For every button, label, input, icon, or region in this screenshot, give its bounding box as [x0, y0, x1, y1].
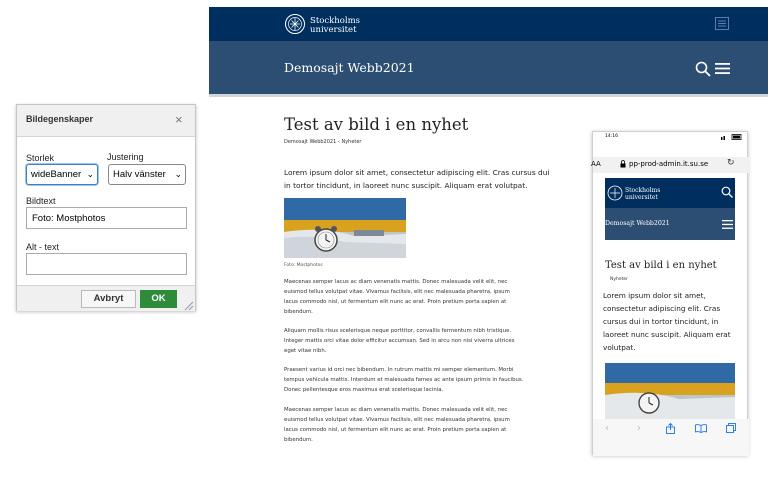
site-topbar	[209, 7, 768, 41]
paragraph-line: lacus commodo nisl, ut fermentum elit nunc ac erat. Proin pretium porta sapien at	[284, 427, 507, 433]
paragraph-line: euismod tellus volutpat vitae. Vivamus facilisis, elit nec malesuada pharetra, ipsum	[284, 289, 510, 295]
breadcrumb-home[interactable]: Demosajt Webb2021	[284, 139, 337, 145]
article-paragraph	[284, 365, 554, 395]
search-icon[interactable]	[695, 61, 711, 77]
ok-button[interactable]: OK	[140, 290, 177, 308]
image-properties-dialog	[16, 104, 196, 311]
university-seal-icon[interactable]	[607, 185, 623, 201]
browser-url-bar[interactable]	[593, 157, 749, 173]
lead-line: Lorem ipsum dolor sit amet, consectetur adipiscing elit. Cras cursus dui	[284, 168, 550, 177]
lead-line: laoreet nunc suscipit. Aliquam erat	[603, 330, 731, 339]
mobile-logo-text[interactable]	[625, 188, 660, 201]
paragraph-line: Donec pellentesque eros maximus erat scelerisque lacinia.	[284, 387, 444, 393]
status-time: 14:16	[605, 134, 618, 139]
share-icon[interactable]	[666, 423, 675, 434]
caption-label: Bildtext	[26, 196, 56, 206]
reload-icon[interactable]: ↻	[727, 158, 735, 168]
logo-line-1: Stockholms	[310, 16, 360, 26]
chevron-down-icon: ⌄	[174, 169, 182, 179]
align-select[interactable]	[108, 164, 186, 185]
menu-grid-icon[interactable]	[715, 17, 729, 30]
paragraph-line: tempus vehicula mattis. Interdum et malesuada fames ac ante ipsum primis in faucibus.	[284, 377, 524, 383]
dialog-header	[17, 105, 195, 137]
dialog-title: Bildegenskaper	[26, 114, 94, 124]
lead-line: Lorem ipsum dolor sit amet,	[603, 291, 706, 300]
lock-icon	[620, 160, 626, 168]
logo-line-2: universitet	[310, 25, 357, 35]
mobile-banner	[605, 208, 735, 240]
article-lead	[284, 166, 554, 192]
bookmarks-icon[interactable]	[695, 424, 707, 433]
mobile-breadcrumb[interactable]: Nyheter	[610, 277, 629, 282]
mobile-article-lead	[603, 289, 743, 354]
mobile-article-image	[605, 363, 735, 419]
align-label: Justering	[107, 152, 144, 162]
lead-line: volutpat.	[603, 343, 636, 352]
article-title: Test av bild i en nyhet	[284, 115, 469, 134]
mobile-site-title[interactable]: Demosajt Webb2021	[605, 220, 670, 227]
paragraph-line: Praesent varius id orci nec bibendum. In rutrum mattis mi semper elementum. Morbi	[284, 367, 514, 373]
alt-text-input[interactable]	[26, 253, 187, 275]
mobile-article-title: Test av bild i en nyhet	[605, 260, 717, 271]
size-select-value: wideBanner	[31, 169, 82, 180]
logo-line-2: universitet	[625, 193, 658, 201]
close-icon[interactable]: ×	[175, 112, 183, 127]
size-label: Storlek	[26, 153, 55, 163]
lead-line: in tortor tincidunt, in laoreet nunc suscipit. Aliquam erat volutpat.	[284, 181, 528, 190]
cancel-button[interactable]: Avbryt	[81, 290, 136, 308]
site-logo-text[interactable]	[310, 17, 360, 35]
breadcrumb-current: Nyheter	[341, 139, 362, 145]
breadcrumb-separator: ‹	[337, 139, 340, 145]
url-text: pp-prod-admin.it.su.se	[629, 160, 709, 168]
search-icon[interactable]	[721, 186, 733, 198]
chevron-down-icon: ⌄	[86, 169, 94, 179]
site-title[interactable]: Demosajt Webb2021	[284, 60, 415, 75]
lead-line: consectetur adipiscing elit. Cras	[603, 304, 721, 313]
back-icon[interactable]: ‹	[605, 423, 609, 434]
paragraph-line: Maecenas semper lacus ac diam venenatis mattis. Donec malesuada velit elit, nec	[284, 279, 508, 285]
resize-handle-icon[interactable]	[185, 302, 193, 310]
paragraph-line: bibendum.	[284, 309, 313, 315]
paragraph-line: Integer mattis orci vitae dolor efficitur accumsan. Sed in arcu non nisi viverra ultrices	[284, 338, 515, 344]
paragraph-line: bibendum.	[284, 437, 313, 443]
article-paragraph	[284, 326, 554, 356]
article-image	[284, 198, 406, 258]
align-select-value: Halv vänster	[113, 169, 166, 180]
mobile-topbar	[605, 178, 735, 208]
size-select[interactable]	[26, 164, 98, 185]
tabs-icon[interactable]	[726, 423, 736, 433]
battery-icon	[721, 134, 743, 140]
mobile-preview	[592, 131, 748, 455]
paragraph-line: Aliquam mollis risus scelerisque neque porttitor, convallis fermentum nibh tristique.	[284, 328, 512, 334]
paragraph-line: euismod tellus volutpat vitae. Vivamus facilisis, elit nec malesuada pharetra, ipsum	[284, 417, 510, 423]
article-paragraph	[284, 405, 554, 445]
hamburger-menu-icon[interactable]	[722, 220, 733, 229]
university-seal-icon[interactable]	[284, 13, 306, 35]
site-banner	[209, 41, 768, 97]
dialog-footer	[17, 285, 195, 311]
browser-toolbar	[593, 419, 749, 456]
logo-line-1: Stockholms	[625, 187, 661, 194]
lead-line: cursus dui in tortor tincidunt, in	[603, 317, 719, 326]
paragraph-line: eget vitae nibh.	[284, 348, 327, 354]
image-caption: Foto: Mostphotos	[284, 263, 323, 268]
caption-input[interactable]: Foto: Mostphotos	[26, 207, 187, 229]
forward-icon[interactable]: ›	[637, 423, 641, 434]
paragraph-line: lacus commodo nisl, ut fermentum elit nunc ac erat. Proin pretium porta sapien at	[284, 299, 507, 305]
article-paragraph	[284, 277, 554, 317]
paragraph-line: Maecenas semper lacus ac diam venenatis mattis. Donec malesuada velit elit, nec	[284, 407, 508, 413]
text-size-button[interactable]: AA	[591, 160, 601, 168]
alt-text-label: Alt - text	[26, 242, 60, 252]
hamburger-menu-icon[interactable]	[715, 62, 730, 75]
breadcrumb	[284, 139, 362, 145]
